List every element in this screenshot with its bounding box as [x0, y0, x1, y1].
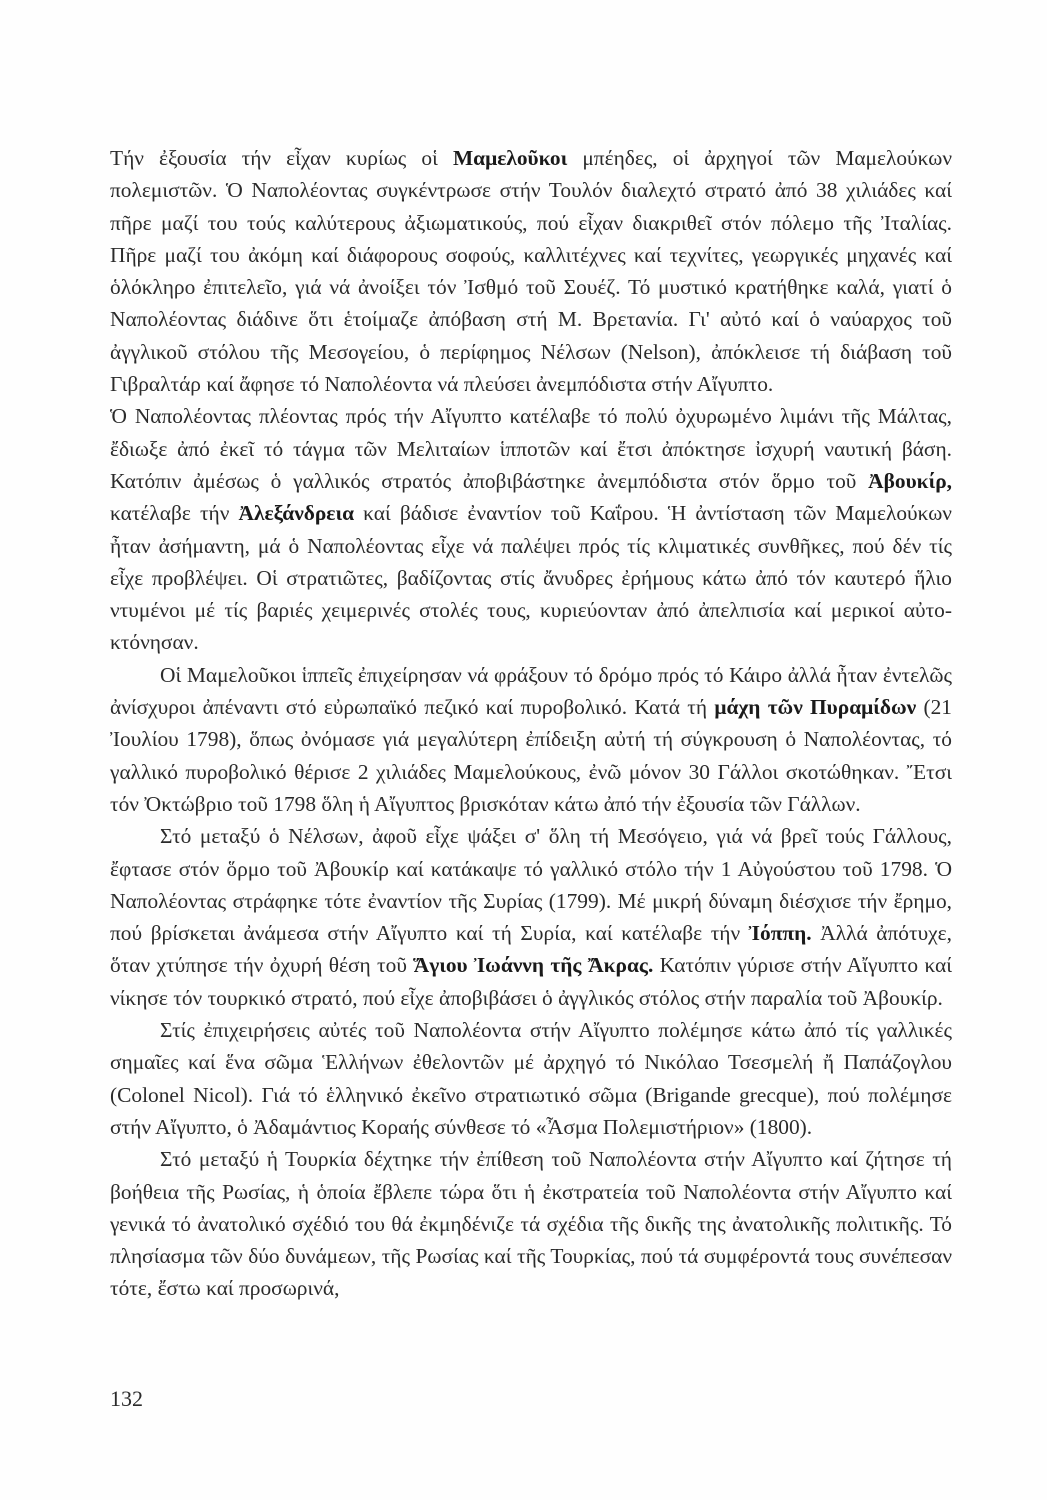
text-run: Στό μεταξύ ὁ Νέλσων, ἀφοῦ εἶχε ψάξει σ' ὅλη τή Μεσόγειο, γιά νά βρεῖ τούς Γάλλους, ἔφτασε στόν ὅρμο τοῦ Ἀβουκίρ καί κατάκαψε τό γαλλικό στόλο τήν 1 Αὐγούστου τοῦ 1798. Ὁ Ναπολέοντας στράφηκε τότε ἐναντίον τῆς Συρίας (1799). Μέ μικρή δύναμη διέσχισε τήν ἔρημο, πού βρίσκεται ἀνάμεσα στήν Αἴγυπτο καί τή Συρία, καί κατέλαβε τήν [110, 824, 952, 946]
paragraph [110, 1014, 952, 1143]
bold-term: Μαμελοῦκοι [452, 146, 568, 170]
bold-term: Ἰόππη. [748, 921, 812, 946]
text-run: Κατόπιν γύρισε στήν Αἴγυπτο καί νίκησε τόν τουρκικό στρατό, πού εἶχε ἀποβιβάσει ὁ ἀγγλικός στόλος στήν παραλία τοῦ Ἀβουκίρ. [110, 953, 953, 1010]
text-run: μπέηδες, οἱ ἀρχηγοί τῶν Μαμελούκων πολεμιστῶν. Ὁ Ναπολέοντας συγκέντρωσε στήν Τουλόν διαλεχτό στρατό ἀπό 38 χιλιάδες καί πῆρε μαζί του τούς καλύτερους ἀξιωματικούς, πού εἶχαν διακριθεῖ στόν πόλεμο τῆς Ἰταλίας. Πῆρε μαζί του ἀκόμη καί διάφορους σοφούς, καλλιτέχνες καί τεχνίτες, γεωργικές μηχανές καί ὁλόκληρο ἐπιτελεῖο, γιά νά ἀνοίξει τόν Ἰσθμό τοῦ Σουέζ. Τό μυστικό κρατήθηκε καλά, γιατί ὁ Ναπολέοντας διάδινε ὅτι ἑτοίμαζε ἀπόβαση στή Μ. Βρετανία. Γι' αὐτό καί ὁ ναύαρχος τοῦ ἀγγλικοῦ στόλου τῆς Μεσογείου, ὁ περίφημος Νέλσων (Nelson), ἀπόκλεισε τή διάβαση τοῦ Γιβραλτάρ καί ἄφησε τό Ναπολέοντα νά πλεύσει ἀνεμπόδιστα στήν Αἴγυπτο. [110, 146, 952, 397]
bold-term: μάχη τῶν Πυραμίδων [714, 695, 917, 720]
text-run: Στό μεταξύ ἡ Τουρκία δέχτηκε τήν ἐπίθεση τοῦ Ναπολέοντα στήν Αἴγυπτο καί ζήτησε τή βοήθεια τῆς Ρωσίας, ἡ ὁποία ἔβλεπε τώρα ὅτι ἡ ἐκστρατεία τοῦ Ναπολέοντα στήν Αἴγυπτο καί γενικά τό ἀνατολικό σχέδιό του θά ἐκμηδένιζε τά σχέδια τῆς δικῆς της ἀνατολικῆς πολιτικῆς. Τό πλησίασμα τῶν δύο δυνάμεων, τῆς Ρωσίας καί τῆς Τουρκίας, πού τά συμφέροντά τους συνέπεσαν τότε, ἔστω καί προσωρινά, [110, 1147, 952, 1301]
bold-term: Ἀλεξάνδρεια [238, 501, 355, 526]
paragraph [110, 142, 952, 400]
body-text [110, 142, 952, 1305]
text-run: Ὁ Ναπολέοντας πλέοντας πρός τήν Αἴγυπτο κατέλαβε τό πολύ ὀχυρωμένο λιμάνι τῆς Μάλτας, ἔδιωξε ἀπό ἐκεῖ τό τάγμα τῶν Μελιταίων ἱπποτῶν καί ἔτσι ἀπόκτησε ἰσχυρή ναυτική βάση. Κατόπιν ἀμέσως ὁ γαλλικός στρατός ἀποβιβάστηκε ἀνεμπόδιστα στόν ὅρμο τοῦ [110, 404, 952, 493]
paragraph [110, 1143, 952, 1304]
text-run: (21 Ἰουλίου 1798), ὅπως ὀνόμασε γιά μεγαλύτερη ἐπίδειξη αὐτή τή σύγκρουση ὁ Ναπολέοντας, τό γαλλικό πυροβολικό θέρισε 2 χιλιάδες Μαμελούκους, ἐνῶ μόνον 30 Γάλλοι σκοτώθηκαν. Ἔτσι τόν Ὀκτώβριο τοῦ 1798 ὅλη ἡ Αἴγυπτος βρισκόταν κάτω ἀπό τήν ἐξουσία τῶν Γάλλων. [110, 695, 952, 816]
text-run: Οἱ Μαμελοῦκοι ἱππεῖς ἐπιχείρησαν νά φράξουν τό δρόμο πρός τό Κάιρο ἀλλά ἦταν ἐντελῶς ἀνίσχυροι ἀπέναντι στό εὐρωπαϊκό πεζικό καί πυροβολικό. Κατά τή [110, 662, 952, 720]
bold-term: Ἅγιου Ἰωάννη τῆς Ἄκρας. [413, 953, 654, 978]
text-run: κατέλαβε τήν [110, 501, 239, 526]
text-run: Στίς ἐπιχειρήσεις αὐτές τοῦ Ναπολέοντα στήν Αἴγυπτο πολέμησε κάτω ἀπό τίς γαλλικές σημαῖες καί ἕνα σῶμα Ἑλλήνων ἐθελοντῶν μέ ἀρχηγό τό Νικόλαο Τσεσμελή ἤ Παπάζογλου (Colonel Nicol). Γιά τό ἑλληνικό ἐκεῖνο στρατιωτικό σῶμα (Brigande grecque), πού πολέμησε στήν Αἴγυπτο, ὁ Ἀδαμάντιος Κοραής σύνθεσε τό «Ἆσμα Πολεμιστήριον» (1800). [110, 1018, 952, 1139]
paragraph [110, 400, 952, 658]
text-run: Ἀλλά ἀπότυχε, ὅταν χτύπησε τήν ὀχυρή θέση τοῦ [110, 921, 952, 978]
page-number: 132 [110, 1386, 143, 1411]
paragraph [110, 659, 952, 820]
text-run: Τήν ἐξουσία τήν εἶχαν κυρίως οἱ [110, 146, 453, 170]
text-run: καί βάδισε ἐναντίον τοῦ Καΐρου. Ἡ ἀντίσταση τῶν Μαμελούκων ἦταν ἀσήμαντη, μά ὁ Ναπολέοντας εἶχε νά παλέψει πρός τίς κλιματικές συνθῆκες, πού δέν τίς εἶχε προβλέψει. Οἱ στρατιῶτες, βαδίζοντας στίς ἄνυδρες ἐρήμους κάτω ἀπό τόν καυτερό ἥλιο ντυμένοι μέ τίς βαριές χειμερινές στολές τους, κυριεύονταν ἀπό ἀπελπισία καί μερικοί αὐτοκτόνησαν. [110, 501, 952, 655]
bold-term: Ἀβουκίρ, [868, 468, 952, 493]
paragraph [110, 820, 952, 1014]
